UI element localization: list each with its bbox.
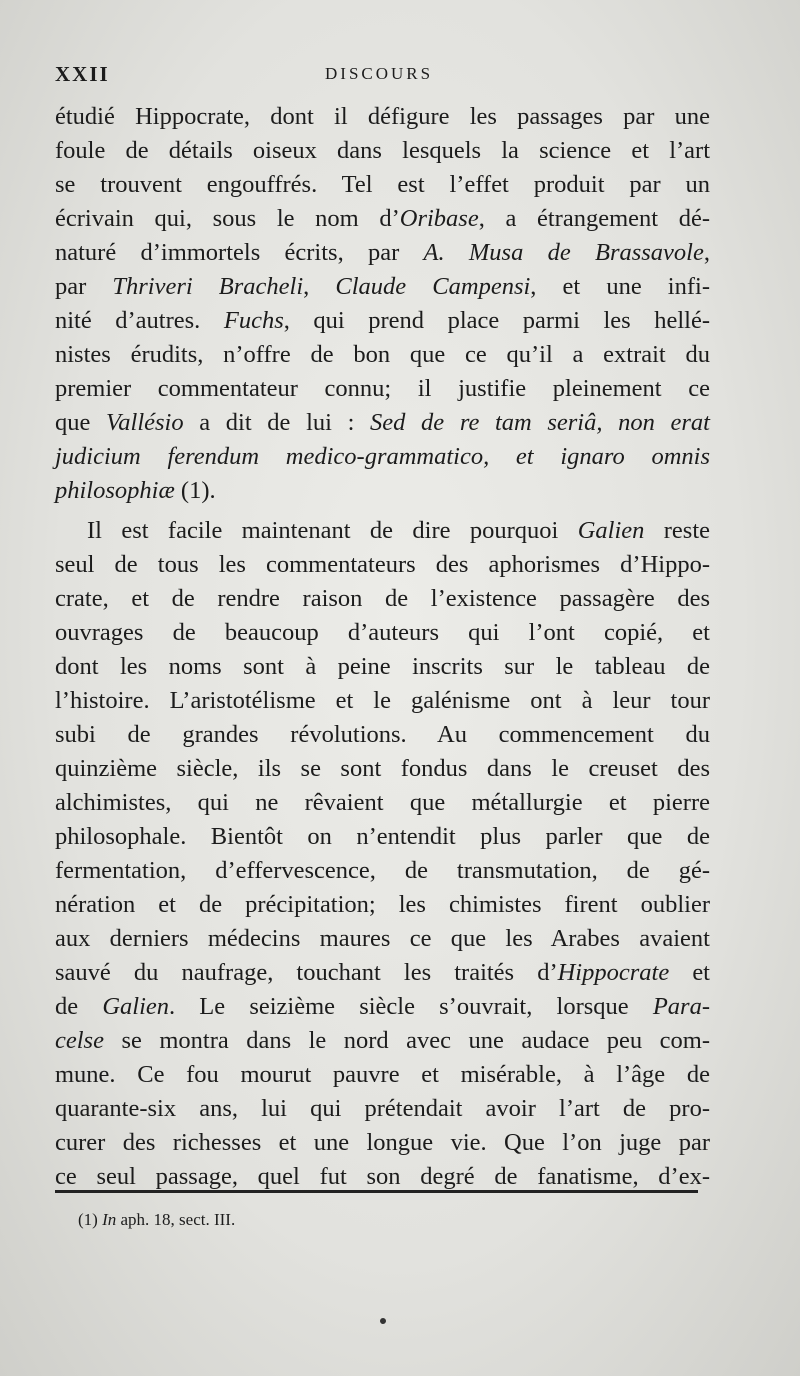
text-line: quarante-six ans, lui qui prétendait avoir l’art de pro- bbox=[55, 1095, 710, 1122]
text-line: crate, et de rendre raison de l’existence passagère des bbox=[55, 585, 710, 612]
text-line: philosophale. Bientôt on n’entendit plus parler que de bbox=[55, 823, 710, 850]
text-line: de Galien. Le seizième siècle s’ouvrait, lorsque Para- bbox=[55, 993, 711, 1020]
text-line: que Vallésio a dit de lui : Sed de re tam seriâ, non erat bbox=[55, 409, 710, 436]
text-line: écrivain qui, sous le nom d’Oribase, a étrangement dé- bbox=[55, 205, 711, 232]
text-line: l’histoire. L’aristotélisme et le galénisme ont à leur tour bbox=[55, 687, 710, 714]
text-line: philosophiæ (1). bbox=[55, 477, 216, 504]
text-line: dont les noms sont à peine inscrits sur le tableau de bbox=[55, 653, 710, 680]
text-line: fermentation, d’effervescence, de transmutation, de gé- bbox=[55, 857, 710, 884]
body-text bbox=[55, 100, 710, 1194]
text-line: étudié Hippocrate, dont il défigure les passages par une bbox=[55, 103, 710, 130]
text-line: foule de détails oiseux dans lesquels la science et l’art bbox=[55, 137, 710, 164]
text-line: celse se montra dans le nord avec une audace peu com- bbox=[55, 1027, 710, 1054]
page-header bbox=[55, 62, 720, 92]
text-line: quinzième siècle, ils se sont fondus dans le creuset des bbox=[55, 755, 710, 782]
text-line: alchimistes, qui ne rêvaient que métallurgie et pierre bbox=[55, 789, 710, 816]
page-number: XXII bbox=[55, 62, 110, 86]
text-line: ouvrages de beaucoup d’auteurs qui l’ont copié, et bbox=[55, 619, 710, 646]
text-line: premier commentateur connu; il justifie pleinement ce bbox=[55, 375, 710, 402]
footnote-rule bbox=[55, 1190, 698, 1193]
text-line: nération et de précipitation; les chimistes firent oublier bbox=[55, 891, 710, 918]
text-line: sauvé du naufrage, touchant les traités d’Hippocrate et bbox=[55, 959, 710, 986]
text-line: subi de grandes révolutions. Au commencement du bbox=[55, 721, 710, 748]
text-line: seul de tous les commentateurs des aphorismes d’Hippo- bbox=[55, 551, 710, 578]
text-line: curer des richesses et une longue vie. Que l’on juge par bbox=[55, 1129, 710, 1156]
text-line: judicium ferendum medico-grammatico, et ignaro omnis bbox=[55, 443, 710, 470]
text-line: naturé d’immortels écrits, par A. Musa de Brassavole, bbox=[55, 239, 710, 266]
text-line: Il est facile maintenant de dire pourquoi Galien reste bbox=[87, 517, 711, 544]
text-line: mune. Ce fou mourut pauvre et misérable, à l’âge de bbox=[55, 1061, 710, 1088]
text-line: nistes érudits, n’offre de bon que ce qu’il a extrait du bbox=[55, 341, 710, 368]
footnote: (1) In aph. 18, sect. III. bbox=[78, 1210, 236, 1229]
text-line: par Thriveri Bracheli, Claude Campensi, et une infi- bbox=[55, 273, 710, 300]
text-line: ce seul passage, quel fut son degré de fanatisme, d’ex- bbox=[55, 1163, 710, 1190]
ink-speck bbox=[380, 1318, 386, 1324]
text-line: nité d’autres. Fuchs, qui prend place parmi les hellé- bbox=[55, 307, 710, 334]
text-line: se trouvent engouffrés. Tel est l’effet produit par un bbox=[55, 171, 710, 198]
running-head: DISCOURS bbox=[325, 64, 434, 83]
text-line: aux derniers médecins maures ce que les Arabes avaient bbox=[55, 925, 710, 952]
